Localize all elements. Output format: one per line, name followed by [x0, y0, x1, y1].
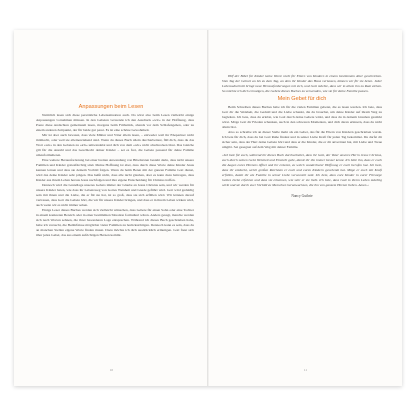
book-spread — [14, 30, 402, 386]
paragraph: Mir ist aber auch bewusst, dass viele Mütter und Väter allein lesen, – entweder weil ihr Ehepartner nicht mitmacht, oder weil sie alleinerziehend sind. Wenn du dieses Buch allein durcharbeitest, füll dich, dass du das Wort »wir« in den Gebeten zu »ich« umwandelst und dich von dem »wir« nicht abschrecken lässt. Das Gleiche gilt für die Anzahl und das Geschlecht deiner Kinder – sei es frei, die Gebete passend für deine Familie umzuformulieren. — [36, 133, 194, 157]
left-page — [14, 30, 208, 386]
section-heading-right: Mein Gebet für dich — [277, 96, 327, 102]
intro-paragraph: Hilf der Bibel für Kinder keine Worte nicht für Eltern von Kindern in einem bestimmten Alter geschrieben. Vom Tag der Geburt an bis zu dem Tag, an dem ihr Kinder das Haus verlassen, können wir für sie beten. Jeder Lebensabschnitt bringt neue Herausforderungen mit sich, und Gott möchte, dass wir in allem ihn zu Rate ziehen. So möchte ich dich ermutigen, die Gebete dieses Buches zu verwenden, wie sie für deine Familie passen. — [222, 74, 382, 93]
page-number-left: 10 — [110, 368, 113, 372]
paragraph: Einige Leser dieses Buches werden sich vielleicht wünschen, dass Gebete für einen Sohn oder eine Tochter in einem konkreten Bereich oder in einer bestimmten Situation formuliert wären. Anders gesagt, manche werden sich nach Worten sehnen, die ihrer besonderen Lage entsprechen. Während ich dieses Buch geschrieben habe, habe ich versucht, die Bedürfnisse möglichst vieler Familien zu berücksichtigen. Dennoch kann es sein, dass du an manchen Stellen eigene Worte finden musst. Dazu möchte ich dich ausdrücklich ermutigen. Gott freut sich über jedes Gebet, das aus einem aufrichtigen Herzen kommt. — [36, 208, 194, 237]
paragraph: Also so schreibe ich an dieser Stelle mehr als ein Gebet, das für die Eltern von Kindern geschrieben wurde. Ich bete für dich, dass du bei Gott Ruhe findest und in seiner Liebe Kraft für jeden Tag bekommst. Du darfst dir sicher sein, dass der Herr deine Gebete hört und dass er die Kinder, die er dir anvertraut hat, mit Liebe und Treue umgibt. Sei gesegnet auf dem Weg mit deiner Familie. — [222, 130, 382, 149]
right-page — [208, 30, 402, 386]
page-number-right: 11 — [304, 368, 307, 372]
paragraph: Dennoch wird die Grundlage unseres Gebets immer der Glaube an Jesus Christus sein, und wir werden für unsere Kinder beten, wie dass ihr Lebensweg von Gottes Weisheit und Gnade geführt wird. Gott wird geduldig sein mit ihnen und die Liebe, die er für sie hat, ist so groß, dass sie sich erfüllen wird. Wir können darauf vertrauen, dass Gott die Gebete hört, die wir für unsere Kinder bringen, und dass er in ihrem Leben wirken wird, auch wenn wir es nicht immer sehen. — [36, 183, 194, 207]
paragraph: Eine weitere Herausforderung bei einer breiten Anwendung von Bibeltexten besteht darin, dass nicht unsere Familien und Kinder gottesfürchtig sind. Meine Hoffnung ist aber, dass durch diese Worte deine Kinder Jesus kennen lernen und dass sie deinem Vorbild folgen. Wenn du beim Beten mit der ganzen Familie Gott dienst, wird das deine Kinder sehr prägen. Das heißt nicht, dass alle nicht glauben, aber es kann dazu beitragen, dass Kinder aus ihrem Leben heraus Jesus nachfolgen und ihre eigene Entscheidung für Christus treffen. — [36, 158, 194, 182]
section-heading-left: Anpassungen beim Lesen — [78, 104, 144, 110]
paragraph: Natürlich lesen sich diese persönliche Lebenssituation auch. Da wirst also beim Lesen vielleicht einige Anpassungen vornehmen müssen. In den Gebeten verwende ich den Ausdruck »wir« in der Hoffnung, dass Paare diese Andachten gemeinsam lesen, morgens beim Frühstück, abends vor dem Schlafengehen, oder zu einem anderen Zeitpunkt, der für beide gut passt. Es ist eine schöne Gewohnheit. — [36, 113, 194, 132]
prayer-text: »Ich bete für euch, während ihr dieses Buch durcharbeitet, dass ihr Gott, der Vater unseres Herrn Jesus Christus, euch durch seinen Geist Weisheit und Einsicht gebe, damit ihr ihn immer besser kennt. Ich bitte ihn, dass er euch die Augen eures Herzens öffnet und ihr erkennt, zu welch wunderbarer Hoffnung er euch berufen hat. Ich bete, dass ihr entdeckt, welch großen Reichtum er euch und euren Kindern geschenkt hat. Möge er euch mit Kraft erfüllen, damit ihr als Familie in seiner Liebe verwurzelt seid. Ich bete, dass eure Kinder in eurer Fürsorge Gottes Liebe erfahren und dass sie erkennen, wie sehr er sie liebt. Ich bete, dass Gott in ihrem Leben mächtig wirkt und sie durch euer Vorbild zu Menschen heranwachsen, die ihn von ganzem Herzen lieben. Amen.« — [222, 153, 382, 187]
author-signature: Nancy Guthrie — [291, 194, 313, 198]
paragraph: Beim Schreiben dieses Buches habe ich für die vielen Familien gebetet, die es lesen werden. Ich bete, dass Gott dir die Weisheit, die Geduld und die Liebe schenkt, die du brauchst, um deine Kinder auf ihrem Weg zu begleiten. Ich bete, dass du erlebst, wie Gott durch deine Gebete wirkt, und dass du in deinem Glauben gestärkt wirst. Möge Gott dir Frieden schenken, auch in den schweren Momenten, und dich daran erinnern, dass du nicht allein bist. — [222, 105, 382, 129]
